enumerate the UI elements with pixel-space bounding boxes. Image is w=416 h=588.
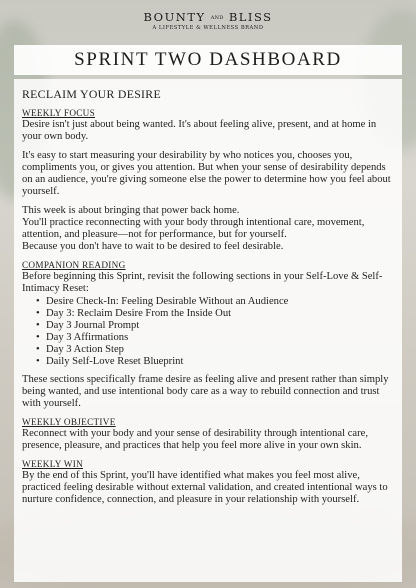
weekly-focus-paragraph-3: This week is about bringing that power back home. [22, 205, 240, 216]
section-title: RECLAIM YOUR DESIRE [22, 87, 161, 101]
weekly-focus-paragraph-4: You'll practice reconnecting with your body through intentional care, movement, attention, and pleasure—not for performance, but for yourself. [22, 217, 365, 240]
companion-reading-outro: These sections specifically frame desire as feeling alive and present rather than simply being wanted, and use intentional body care as a way to rebuild connection and trust with yourself. [22, 374, 389, 409]
brand-name-and: AND [210, 15, 224, 21]
list-item: • Desire Check-In: Feeling Desirable Without an Audience [36, 296, 395, 308]
companion-reading-list [22, 296, 395, 368]
list-item: • Day 3 Action Step [36, 344, 395, 356]
list-item: • Day 3 Journal Prompt [36, 320, 395, 332]
brand-name-left: BOUNTY [143, 10, 206, 24]
brand-name [0, 10, 416, 24]
weekly-objective-heading: WEEKLY OBJECTIVE [22, 417, 116, 427]
list-item: • Day 3 Affirmations [36, 332, 395, 344]
brand-name-right: BLISS [228, 10, 273, 24]
weekly-win-text: By the end of this Sprint, you'll have identified what makes you feel most alive, practiced feeling desirable without external validation, and created intentional ways to nurture confidence, connection, and pleasure in your relationship with yourself. [22, 470, 388, 505]
weekly-objective-text: Reconnect with your body and your sense of desirability through intentional care, presence, pleasure, and practices that help you feel more alive in your own skin. [22, 428, 368, 451]
weekly-focus-paragraph-2: It's easy to start measuring your desirability by who notices you, chooses you, compliments you, or gives you attention. But when your sense of desirability depends on an audience, you're giving someone else the power to determine how you feel about yourself. [22, 150, 391, 197]
weekly-focus-paragraph-1: Desire isn't just about being wanted. It's about feeling alive, present, and at home in your own body. [22, 119, 377, 142]
brand-logo [0, 10, 416, 31]
list-item: • Day 3: Reclaim Desire From the Inside Out [36, 308, 395, 320]
brand-tagline: A LIFESTYLE & WELLNESS BRAND [152, 25, 264, 31]
page-title: SPRINT TWO DASHBOARD [74, 49, 342, 70]
weekly-win-heading: WEEKLY WIN [22, 459, 84, 469]
companion-reading-intro: Before beginning this Sprint, revisit the following sections in your Self-Love & Self-Intimacy Reset: [22, 271, 383, 294]
weekly-focus-paragraph-5: Because you don't have to wait to be desired to feel desirable. [22, 241, 284, 252]
list-item: • Daily Self-Love Reset Blueprint [36, 356, 395, 368]
content-panel [14, 79, 402, 582]
title-banner [14, 45, 402, 75]
weekly-focus-heading: WEEKLY FOCUS [22, 108, 96, 118]
companion-reading-heading: COMPANION READING [22, 260, 126, 270]
